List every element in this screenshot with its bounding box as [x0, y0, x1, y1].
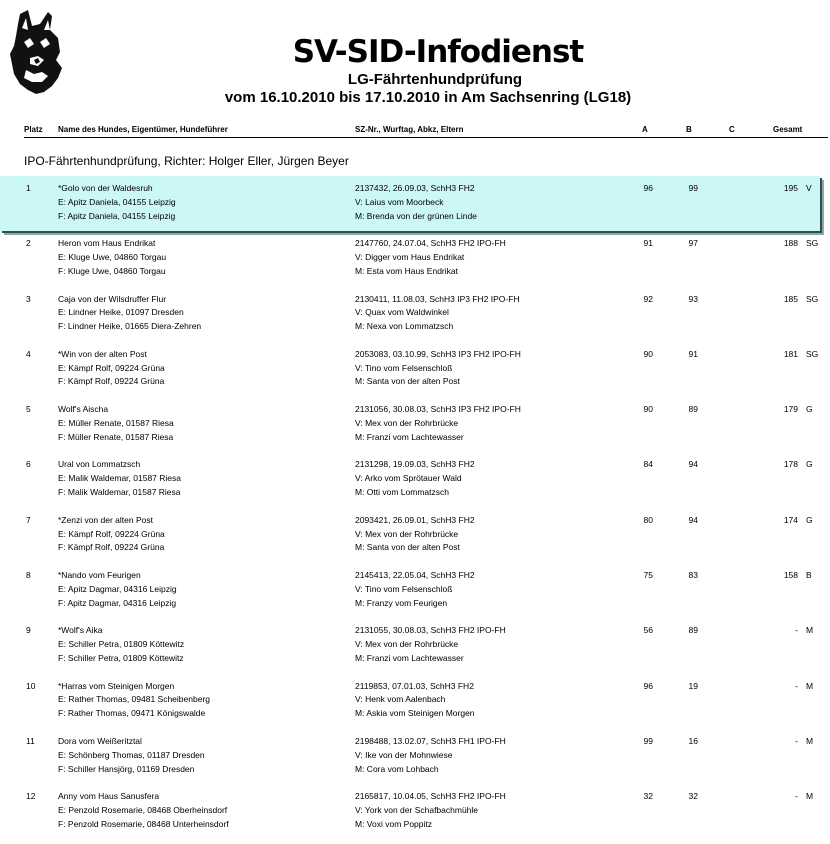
place: 9	[26, 625, 31, 636]
score-a: 90	[643, 404, 653, 415]
score-total: 195	[783, 183, 798, 193]
grade: SG	[806, 238, 819, 249]
dam: M: Nexa von Lommatzsch	[355, 321, 454, 332]
sire: V: Mex von der Rohrbrücke	[355, 639, 459, 650]
dog-info	[58, 790, 229, 831]
col-a: A	[642, 125, 648, 134]
dog-info	[58, 680, 210, 721]
grade: M	[806, 625, 814, 636]
pedigree	[355, 182, 477, 223]
score-total: 185	[783, 293, 798, 304]
dam: M: Voxi vom Poppitz	[355, 818, 433, 829]
col-place: Platz	[24, 125, 43, 134]
place: 12	[26, 791, 36, 802]
handler: F: Apitz Daniela, 04155 Leipzig	[58, 210, 176, 221]
score-total: -	[795, 680, 798, 691]
sz-number: 2053083, 03.10.99, SchH3 IP3 FH2 IPO-FH	[355, 348, 521, 359]
col-b: B	[686, 125, 692, 134]
pedigree	[355, 293, 520, 334]
score-a: 91	[643, 238, 653, 249]
pedigree	[355, 735, 506, 776]
sire: V: Tino vom Felsenschloß	[355, 362, 453, 373]
dog-name: Anny vom Haus Sanusfera	[58, 791, 160, 802]
dam: M: Franzy vom Feurigen	[355, 597, 448, 608]
dog-info	[58, 735, 205, 776]
sire: V: Quax vom Waldwinkel	[355, 307, 449, 318]
pedigree	[355, 569, 475, 610]
dog-info	[58, 458, 181, 499]
score-b: 94	[688, 514, 698, 525]
place: 2	[26, 238, 31, 249]
place: 1	[26, 183, 31, 193]
dog-info	[58, 514, 165, 555]
handler: F: Lindner Heike, 01665 Diera-Zehren	[58, 321, 202, 332]
sz-number: 2131055, 30.08.03, SchH3 FH2 IPO-FH	[355, 625, 506, 636]
pedigree	[355, 514, 475, 555]
dog-name: Dora vom Weißeritztal	[58, 735, 142, 746]
dam: M: Askia vom Steinigen Morgen	[355, 708, 475, 719]
dog-info	[58, 293, 201, 334]
table-row	[0, 342, 830, 397]
dog-name: *Golo von der Waldesruh	[58, 183, 153, 193]
score-b: 16	[688, 735, 698, 746]
dam: M: Franzi vom Lachtewasser	[355, 431, 464, 442]
table-row	[0, 784, 830, 839]
handler: F: Rather Thomas, 09471 Königswalde	[58, 708, 206, 719]
score-b: 91	[688, 348, 698, 359]
section-title: IPO-Fährtenhundprüfung, Richter: Holger Eller, Jürgen Beyer	[24, 154, 349, 168]
exam-subtitle: LG-Fährtenhundprüfung	[347, 71, 523, 88]
sire: V: Ike von der Mohnwiese	[355, 749, 453, 760]
dog-info	[58, 569, 177, 610]
pedigree	[355, 348, 521, 389]
dam: M: Cora vom Lohbach	[355, 763, 439, 774]
owner: E: Lindner Heike, 01097 Dresden	[58, 307, 184, 318]
place: 10	[26, 680, 36, 691]
score-a: 96	[643, 183, 653, 193]
dog-name: *Zenzi von der alten Post	[58, 514, 153, 525]
dog-info	[58, 624, 184, 665]
owner: E: Kämpf Rolf, 09224 Grüna	[58, 362, 165, 373]
dog-name: *Nando vom Feurigen	[58, 570, 141, 581]
sire: V: Arko vom Sprötauer Wald	[355, 473, 462, 484]
pedigree	[355, 680, 475, 721]
handler: F: Kämpf Rolf, 09224 Grüna	[58, 376, 165, 387]
header-divider	[24, 137, 828, 138]
sz-number: 2130411, 11.08.03, SchH3 IP3 FH2 IPO-FH	[355, 293, 520, 304]
handler: F: Penzold Rosemarie, 08468 Unterheinsdorf	[58, 818, 229, 829]
grade: M	[806, 680, 814, 691]
place: 7	[26, 514, 31, 525]
table-header	[0, 124, 830, 138]
sz-number: 2165817, 10.04.05, SchH3 FH2 IPO-FH	[355, 791, 506, 802]
col-name: Name des Hundes, Eigentümer, Hundeführer	[58, 125, 228, 134]
col-c: C	[729, 125, 735, 134]
dam: M: Santa von der alten Post	[355, 542, 460, 553]
table-row	[0, 397, 830, 452]
dog-info	[58, 182, 176, 223]
handler: F: Kämpf Rolf, 09224 Grüna	[58, 542, 165, 553]
pedigree	[355, 790, 506, 831]
table-row	[0, 674, 830, 729]
pedigree	[355, 403, 521, 444]
place: 5	[26, 404, 31, 415]
dog-info	[58, 237, 166, 278]
table-row	[0, 618, 830, 673]
score-b: 89	[688, 625, 698, 636]
handler: F: Apitz Dagmar, 04316 Leipzig	[58, 597, 177, 608]
dog-name: Heron vom Haus Endrikat	[58, 238, 156, 249]
score-total: -	[795, 791, 798, 802]
sire: V: Laius vom Moorbeck	[355, 196, 444, 207]
place: 3	[26, 293, 31, 304]
owner: E: Kämpf Rolf, 09224 Grüna	[58, 528, 165, 539]
grade: M	[806, 735, 814, 746]
pedigree	[355, 458, 475, 499]
grade: SG	[806, 293, 819, 304]
sz-number: 2131298, 19.09.03, SchH3 FH2	[355, 459, 475, 470]
score-a: 92	[643, 293, 653, 304]
score-a: 80	[643, 514, 653, 525]
score-a: 90	[643, 348, 653, 359]
sz-number: 2137432, 26.09.03, SchH3 FH2	[355, 183, 475, 193]
score-b: 93	[688, 293, 698, 304]
score-a: 84	[643, 459, 653, 470]
score-total: 178	[783, 459, 798, 470]
sz-number: 2119853, 07.01.03, SchH3 FH2	[355, 680, 474, 691]
grade: M	[806, 791, 814, 802]
sire: V: Mex von der Rohrbrücke	[355, 417, 459, 428]
owner: E: Penzold Rosemarie, 08468 Oberheinsdorf	[58, 805, 228, 816]
dam: M: Franzi vom Lachtewasser	[355, 652, 464, 663]
exam-date-range: vom 16.10.2010 bis 17.10.2010 in Am Sachsenring (LG18)	[224, 89, 632, 106]
score-a: 75	[643, 570, 653, 581]
dog-info	[58, 403, 174, 444]
place: 4	[26, 348, 31, 359]
owner: E: Schiller Petra, 01809 Köttewitz	[58, 639, 185, 650]
handler: F: Kluge Uwe, 04860 Torgau	[58, 265, 166, 276]
grade: B	[806, 570, 812, 581]
sire: V: York von der Schafbachmühle	[355, 805, 479, 816]
pedigree	[355, 624, 506, 665]
score-b: 32	[688, 791, 698, 802]
owner: E: Kluge Uwe, 04860 Torgau	[58, 252, 167, 263]
table-row	[0, 231, 830, 286]
score-a: 56	[643, 625, 653, 636]
results-table	[0, 176, 830, 840]
table-row	[0, 176, 820, 231]
sz-number: 2093421, 26.09.01, SchH3 FH2	[355, 514, 475, 525]
score-total: 181	[783, 348, 798, 359]
score-total: 174	[783, 514, 798, 525]
table-row	[0, 563, 830, 618]
score-total: 188	[783, 238, 798, 249]
score-total: 158	[783, 570, 798, 581]
sire: V: Henk vom Aalenbach	[355, 694, 446, 705]
sire: V: Tino vom Felsenschloß	[355, 583, 453, 594]
handler: F: Malik Waldemar, 01587 Riesa	[58, 487, 181, 498]
sire: V: Digger vom Haus Endrikat	[355, 252, 465, 263]
dam: M: Santa von der alten Post	[355, 376, 460, 387]
score-b: 83	[688, 570, 698, 581]
sz-number: 2198488, 13.02.07, SchH3 FH1 IPO-FH	[355, 735, 506, 746]
dog-info	[58, 348, 165, 389]
score-a: 32	[643, 791, 653, 802]
grade: G	[806, 404, 813, 415]
sz-number: 2147760, 24.07.04, SchH3 FH2 IPO-FH	[355, 238, 506, 249]
col-total: Gesamt	[773, 125, 803, 134]
dog-name: *Win von der alten Post	[58, 348, 147, 359]
dog-name: Wolf's Aischa	[58, 404, 109, 415]
score-total: -	[795, 735, 798, 746]
dam: M: Esta vom Haus Endrikat	[355, 265, 458, 276]
dog-name: *Harras vom Steinigen Morgen	[58, 680, 175, 691]
grade: V	[806, 183, 812, 193]
score-b: 97	[688, 238, 698, 249]
brand-title: SV-SID-Infodienst	[292, 34, 584, 70]
dam: M: Brenda von der grünen Linde	[355, 210, 477, 221]
pedigree	[355, 237, 506, 278]
handler: F: Schiller Hansjörg, 01169 Dresden	[58, 763, 195, 774]
score-b: 19	[688, 680, 698, 691]
place: 11	[26, 735, 35, 746]
score-b: 89	[688, 404, 698, 415]
score-a: 96	[643, 680, 653, 691]
score-b: 99	[688, 183, 698, 193]
col-sz: SZ-Nr., Wurftag, Abkz, Eltern	[355, 125, 464, 134]
owner: E: Rather Thomas, 09481 Scheibenberg	[58, 694, 210, 705]
table-row	[0, 452, 830, 507]
place: 6	[26, 459, 31, 470]
dog-name: *Wolf's Aika	[58, 625, 103, 636]
sz-number: 2145413, 22.05.04, SchH3 FH2	[355, 570, 475, 581]
table-row	[0, 508, 830, 563]
grade: G	[806, 514, 813, 525]
place: 8	[26, 570, 31, 581]
sz-number: 2131056, 30.08.03, SchH3 IP3 FH2 IPO-FH	[355, 404, 521, 415]
table-row	[0, 287, 830, 342]
dog-name: Caja von der Wilsdruffer Flur	[58, 293, 167, 304]
sire: V: Mex von der Rohrbrücke	[355, 528, 459, 539]
grade: SG	[806, 348, 819, 359]
owner: E: Schönberg Thomas, 01187 Dresden	[58, 749, 205, 760]
table-row	[0, 729, 830, 784]
score-total: 179	[783, 404, 798, 415]
owner: E: Apitz Dagmar, 04316 Leipzig	[58, 583, 177, 594]
handler: F: Müller Renate, 01587 Riesa	[58, 431, 174, 442]
score-b: 94	[688, 459, 698, 470]
score-a: 99	[643, 735, 653, 746]
grade: G	[806, 459, 813, 470]
owner: E: Malik Waldemar, 01587 Riesa	[58, 473, 181, 484]
owner: E: Apitz Daniela, 04155 Leipzig	[58, 196, 176, 207]
dam: M: Otti vom Lommatzsch	[355, 487, 449, 498]
score-total: -	[795, 625, 798, 636]
handler: F: Schiller Petra, 01809 Köttewitz	[58, 652, 184, 663]
dog-name: Ural von Lommatzsch	[58, 459, 141, 470]
owner: E: Müller Renate, 01587 Riesa	[58, 417, 174, 428]
